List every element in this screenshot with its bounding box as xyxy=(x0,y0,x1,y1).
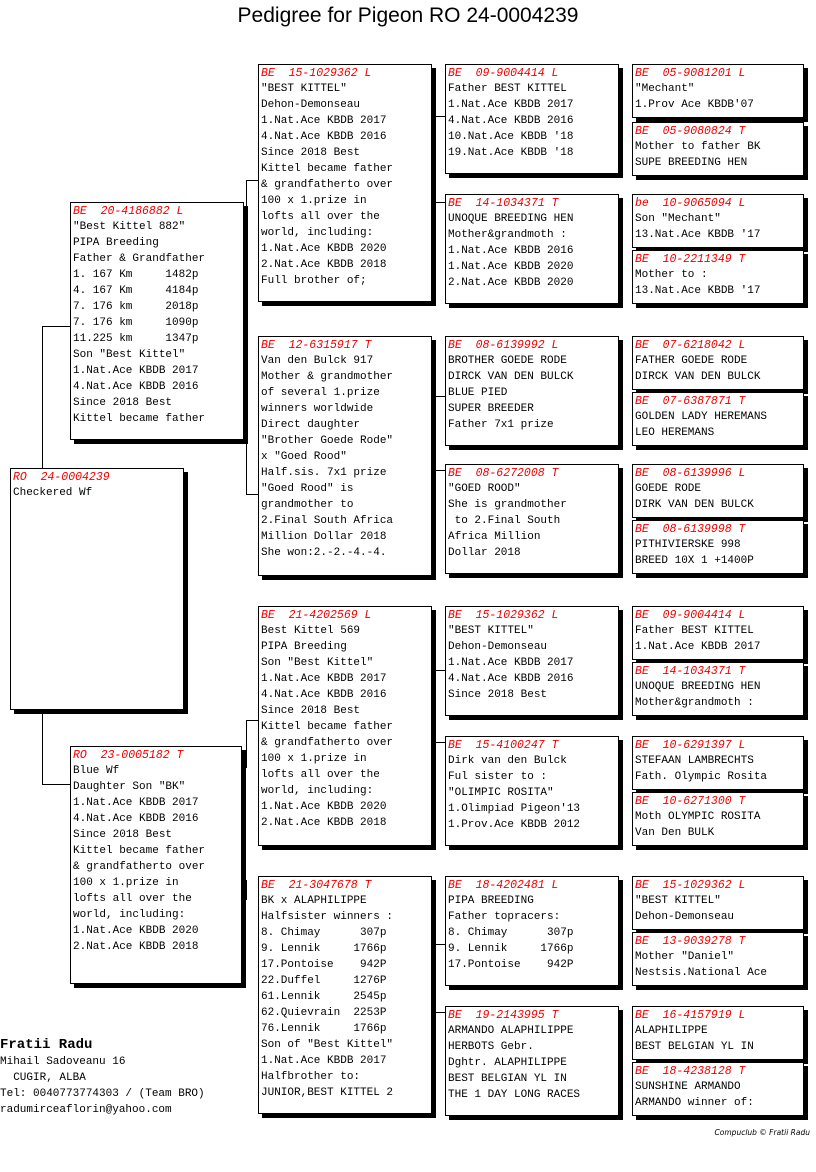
pedigree-note: Fath. Olympic Rosita xyxy=(635,771,768,783)
ring-number: be 10-9065094 L xyxy=(635,197,746,210)
pedigree-note: Father 7x1 prize xyxy=(448,419,554,431)
owner-block xyxy=(0,1036,205,1118)
pedigree-note: 13.Nat.Ace KBDB '17 xyxy=(635,285,761,297)
pedigree-card-g1 xyxy=(632,64,804,118)
pedigree-note: Kittel became father xyxy=(261,721,394,733)
pedigree-note: 4.Nat.Ace KBDB 2016 xyxy=(448,115,574,127)
pedigree-note: 7. 176 km 1090p xyxy=(73,317,199,329)
pedigree-note: Moth OLYMPIC ROSITA xyxy=(635,811,761,823)
pedigree-note: 13.Nat.Ace KBDB '17 xyxy=(635,229,761,241)
connector-line xyxy=(42,326,70,327)
pedigree-note: 4.Nat.Ace KBDB 2016 xyxy=(73,813,199,825)
pedigree-note: ARMANDO ALAPHILIPPE xyxy=(448,1025,574,1037)
pedigree-note: 9. Lennik 1766p xyxy=(261,943,387,955)
pedigree-card-g3 xyxy=(632,194,804,248)
pedigree-note: world, including: xyxy=(73,909,186,921)
pedigree-card-g16 xyxy=(632,1062,804,1116)
pedigree-note: "BEST KITTEL" xyxy=(261,83,347,95)
pedigree-note: Nestsis.National Ace xyxy=(635,967,768,979)
ring-number: BE 10-6271300 T xyxy=(635,795,746,808)
pedigree-note: BEST BELGIAN YL IN xyxy=(635,1041,754,1053)
pedigree-note: "GOED ROOD" xyxy=(448,483,521,495)
pedigree-card-g10 xyxy=(632,662,804,716)
pedigree-note: "Goed Rood" is xyxy=(261,483,354,495)
pedigree-note: HERBOTS Gebr. xyxy=(448,1041,534,1053)
connector-line xyxy=(246,180,258,181)
pedigree-note: 4. 167 Km 4184p xyxy=(73,285,199,297)
ring-number: BE 08-6272008 T xyxy=(448,467,559,480)
ring-number: BE 07-6218042 L xyxy=(635,339,746,352)
pedigree-note: 2.Nat.Ace KBDB 2020 xyxy=(448,277,574,289)
pedigree-note: Since 2018 Best xyxy=(448,689,548,701)
ring-number: BE 14-1034371 T xyxy=(635,665,746,678)
ring-number: BE 05-9081201 L xyxy=(635,67,746,80)
connector-line xyxy=(620,92,621,128)
ring-number: BE 15-1029362 L xyxy=(635,879,746,892)
connector-line xyxy=(433,116,434,202)
pedigree-note: "Mechant" xyxy=(635,83,695,95)
ring-number: BE 09-9004414 L xyxy=(448,67,559,80)
connector-line xyxy=(433,1012,445,1013)
connector-line xyxy=(433,742,445,743)
pedigree-note: PIPA Breeding xyxy=(73,237,159,249)
ring-number: BE 10-2211349 T xyxy=(635,253,746,266)
ring-number: BE 18-4238128 T xyxy=(635,1065,746,1078)
pedigree-note: & grandfatherto over xyxy=(261,179,394,191)
pedigree-note: 10.Nat.Ace KBDB '18 xyxy=(448,131,574,143)
connector-line xyxy=(433,116,445,117)
pedigree-card-ds xyxy=(258,606,432,846)
connector-line xyxy=(246,880,247,900)
pedigree-note: Son of "Best Kittel" xyxy=(261,1039,394,1051)
pedigree-note: Father topracers: xyxy=(448,911,561,923)
pedigree-note: ARMANDO winner of: xyxy=(635,1097,754,1109)
ring-number: BE 08-6139998 T xyxy=(635,523,746,536)
connector-line xyxy=(42,784,70,785)
pedigree-note: Mother "Daniel" xyxy=(635,951,735,963)
pedigree-note: Mother to father BK xyxy=(635,141,761,153)
pedigree-note: Son "Best Kittel" xyxy=(261,657,374,669)
pedigree-note: SUPER BREEDER xyxy=(448,403,534,415)
pedigree-note: 2.Nat.Ace KBDB 2018 xyxy=(261,817,387,829)
ring-number: BE 14-1034371 T xyxy=(448,197,559,210)
pedigree-note: Dirk van den Bulck xyxy=(448,755,567,767)
pedigree-note: She won:2.-2.-4.-4. xyxy=(261,547,387,559)
pedigree-note: 8. Chimay 307p xyxy=(448,927,574,939)
pedigree-note: lofts all over the xyxy=(261,211,380,223)
pedigree-card-sss xyxy=(445,64,619,174)
pedigree-note: 1.Nat.Ace KBDB 2017 xyxy=(448,99,574,111)
pedigree-note: 1. 167 Km 1482p xyxy=(73,269,199,281)
pedigree-note: winners worldwide xyxy=(261,403,374,415)
connector-line xyxy=(433,396,445,397)
pedigree-card-dsd xyxy=(445,736,619,846)
connector-line xyxy=(433,396,434,470)
ring-number: BE 08-6139992 L xyxy=(448,339,559,352)
pedigree-card-sire xyxy=(70,202,244,440)
ring-number: BE 13-9039278 T xyxy=(635,935,746,948)
pedigree-note: grandmother to xyxy=(261,499,354,511)
pedigree-note: Blue Wf xyxy=(73,765,120,777)
connector-line xyxy=(433,944,445,945)
pedigree-note: Kittel became father xyxy=(73,413,206,425)
pedigree-note: Million Dollar 2018 xyxy=(261,531,387,543)
ring-number: BE 18-4202481 L xyxy=(448,879,559,892)
connector-line xyxy=(620,222,621,258)
pedigree-note: 11.225 km 1347p xyxy=(73,333,199,345)
pedigree-note: 1.Nat.Ace KBDB 2017 xyxy=(448,657,574,669)
pedigree-note: 100 x 1.prize in xyxy=(261,753,367,765)
pedigree-note: PIPA BREEDING xyxy=(448,895,534,907)
pedigree-note: 62.Quievrain 2253P xyxy=(261,1007,387,1019)
pedigree-note: Full brother of; xyxy=(261,275,367,287)
pedigree-note: 2.Nat.Ace KBDB 2018 xyxy=(261,259,387,271)
pedigree-card-g13 xyxy=(632,876,804,930)
pedigree-note: 1.Nat.Ace KBDB 2020 xyxy=(73,925,199,937)
pedigree-card-sd xyxy=(258,336,432,576)
pedigree-note: 76.Lennik 1766p xyxy=(261,1023,387,1035)
pedigree-note: UNOQUE BREEDING HEN xyxy=(448,213,574,225)
ring-number: BE 21-3047678 T xyxy=(261,879,372,892)
pedigree-note: 1.Nat.Ace KBDB 2017 xyxy=(635,641,761,653)
pedigree-note: 8. Chimay 307p xyxy=(261,927,387,939)
pedigree-card-sds xyxy=(445,336,619,446)
connector-line xyxy=(42,712,43,784)
ring-number: BE 12-6315917 T xyxy=(261,339,372,352)
pedigree-note: lofts all over the xyxy=(261,769,380,781)
software-credit: Compuclub © Fratii Radu xyxy=(714,1128,810,1137)
pedigree-note: lofts all over the xyxy=(73,893,192,905)
pedigree-note: UNOQUE BREEDING HEN xyxy=(635,681,761,693)
connector-line xyxy=(620,490,621,526)
pedigree-note: of several 1.prize xyxy=(261,387,380,399)
pedigree-note: GOLDEN LADY HEREMANS xyxy=(635,411,768,423)
connector-line xyxy=(620,362,621,398)
connector-line xyxy=(246,442,247,494)
pedigree-note: 4.Nat.Ace KBDB 2016 xyxy=(261,131,387,143)
pedigree-note: 4.Nat.Ace KBDB 2016 xyxy=(73,381,199,393)
owner-address-line: Mihail Sadoveanu 16 xyxy=(0,1056,126,1068)
pedigree-note: THE 1 DAY LONG RACES xyxy=(448,1089,581,1101)
pedigree-note: Mother&grandmoth : xyxy=(635,697,754,709)
pedigree-note: Since 2018 Best xyxy=(261,147,361,159)
pedigree-note: DIRCK VAN DEN BULCK xyxy=(448,371,574,383)
connector-line xyxy=(433,670,434,742)
pedigree-note: LEO HEREMANS xyxy=(635,427,715,439)
owner-name: Fratii Radu xyxy=(0,1037,93,1053)
pedigree-note: 4.Nat.Ace KBDB 2016 xyxy=(448,673,574,685)
pedigree-note: ALAPHILIPPE xyxy=(635,1025,708,1037)
pedigree-note: Ful sister to : xyxy=(448,771,548,783)
pedigree-note: 1.Nat.Ace KBDB 2017 xyxy=(261,1055,387,1067)
ring-number: BE 19-2143995 T xyxy=(448,1009,559,1022)
pedigree-note: 22.Duffel 1276P xyxy=(261,975,387,987)
connector-line xyxy=(246,494,258,495)
pedigree-note: Mother to : xyxy=(635,269,708,281)
pedigree-note: 1.Nat.Ace KBDB 2020 xyxy=(261,801,387,813)
pedigree-note: world, including: xyxy=(261,785,374,797)
connector-line xyxy=(620,904,621,940)
ring-number: BE 08-6139996 L xyxy=(635,467,746,480)
pedigree-note: "Best Kittel 882" xyxy=(73,221,186,233)
pedigree-card-g5 xyxy=(632,336,804,390)
ring-number: RO 24-0004239 xyxy=(13,471,110,484)
pedigree-card-dam xyxy=(70,746,242,984)
pedigree-note: STEFAAN LAMBRECHTS xyxy=(635,755,754,767)
owner-email: radumirceaflorin@yahoo.com xyxy=(0,1104,172,1116)
pedigree-note: JUNIOR,BEST KITTEL 2 xyxy=(261,1087,394,1099)
pedigree-note: Since 2018 Best xyxy=(73,829,173,841)
pedigree-note: 1.Prov Ace KBDB'07 xyxy=(635,99,754,111)
pedigree-note: "BEST KITTEL" xyxy=(635,895,721,907)
pedigree-note: 19.Nat.Ace KBDB '18 xyxy=(448,147,574,159)
ring-number: RO 23-0005182 T xyxy=(73,749,184,762)
pedigree-card-g4 xyxy=(632,250,804,304)
pedigree-card-subject xyxy=(10,468,184,710)
pedigree-note: 1.Nat.Ace KBDB 2020 xyxy=(448,261,574,273)
pedigree-note: 9. Lennik 1766p xyxy=(448,943,574,955)
page-title: Pedigree for Pigeon RO 24-0004239 xyxy=(237,4,579,27)
ring-number: BE 09-9004414 L xyxy=(635,609,746,622)
pedigree-note: Dollar 2018 xyxy=(448,547,521,559)
pedigree-note: BEST BELGIAN YL IN xyxy=(448,1073,567,1085)
pedigree-note: Dehon-Demonseau xyxy=(448,641,548,653)
ring-number: BE 15-1029362 L xyxy=(448,609,559,622)
pedigree-note: 2.Nat.Ace KBDB 2018 xyxy=(73,941,199,953)
pedigree-note: DIRK VAN DEN BULCK xyxy=(635,499,754,511)
ring-number: BE 20-4186882 L xyxy=(73,205,184,218)
pedigree-card-g7 xyxy=(632,464,804,518)
pedigree-note: Father & Grandfather xyxy=(73,253,206,265)
pedigree-note: Checkered Wf xyxy=(13,487,93,499)
pedigree-note: GOEDE RODE xyxy=(635,483,702,495)
pedigree-note: 17.Pontoise 942P xyxy=(448,959,574,971)
pedigree-note: 100 x 1.prize in xyxy=(73,877,179,889)
pedigree-note: 1.Nat.Ace KBDB 2020 xyxy=(261,243,387,255)
pedigree-note: SUNSHINE ARMANDO xyxy=(635,1081,741,1093)
ring-number: BE 21-4202569 L xyxy=(261,609,372,622)
pedigree-note: 1.Nat.Ace KBDB 2017 xyxy=(73,797,199,809)
pedigree-note: Direct daughter xyxy=(261,419,361,431)
pedigree-note: Kittel became father xyxy=(261,163,394,175)
pedigree-note: PIPA Breeding xyxy=(261,641,347,653)
pedigree-note: Since 2018 Best xyxy=(73,397,173,409)
pedigree-note: "Brother Goede Rode" xyxy=(261,435,394,447)
pedigree-note: "OLIMPIC ROSITA" xyxy=(448,787,554,799)
pedigree-note: Father BEST KITTEL xyxy=(448,83,567,95)
pedigree-note: Since 2018 Best xyxy=(261,705,361,717)
pedigree-note: Daughter Son "BK" xyxy=(73,781,186,793)
pedigree-card-ss xyxy=(258,64,432,302)
connector-line xyxy=(620,634,621,670)
connector-line xyxy=(246,180,247,290)
pedigree-card-g12 xyxy=(632,792,804,846)
pedigree-note: 1.Nat.Ace KBDB 2017 xyxy=(261,115,387,127)
pedigree-note: "BEST KITTEL" xyxy=(448,625,534,637)
pedigree-card-ssd xyxy=(445,194,619,304)
pedigree-note: Father BEST KITTEL xyxy=(635,625,754,637)
pedigree-note: Kittel became father xyxy=(73,845,206,857)
ring-number: BE 16-4157919 L xyxy=(635,1009,746,1022)
pedigree-note: BROTHER GOEDE RODE xyxy=(448,355,567,367)
pedigree-note: Son "Mechant" xyxy=(635,213,721,225)
pedigree-card-g8 xyxy=(632,520,804,574)
pedigree-note: PITHIVIERSKE 998 xyxy=(635,539,741,551)
connector-line xyxy=(620,1034,621,1070)
pedigree-card-dd xyxy=(258,876,432,1114)
pedigree-note: Son "Best Kittel" xyxy=(73,349,186,361)
pedigree-note: SUPE BREEDING HEN xyxy=(635,157,748,169)
connector-line xyxy=(246,720,258,721)
pedigree-note: Halfsister winners : xyxy=(261,911,394,923)
pedigree-note: She is grandmother xyxy=(448,499,567,511)
connector-line xyxy=(433,670,445,671)
pedigree-note: 100 x 1.prize in xyxy=(261,195,367,207)
pedigree-note: BLUE PIED xyxy=(448,387,508,399)
pedigree-card-sdd xyxy=(445,464,619,574)
ring-number: BE 15-1029362 L xyxy=(261,67,372,80)
pedigree-note: 1.Olimpiad Pigeon'13 xyxy=(448,803,581,815)
pedigree-note: Dehon-Demonseau xyxy=(635,911,735,923)
pedigree-note: world, including: xyxy=(261,227,374,239)
pedigree-note: Mother & grandmother xyxy=(261,371,394,383)
ring-number: BE 15-4100247 T xyxy=(448,739,559,752)
connector-line xyxy=(433,944,434,1012)
pedigree-note: Mother&grandmoth : xyxy=(448,229,567,241)
pedigree-card-dds xyxy=(445,876,619,986)
pedigree-note: Dehon-Demonseau xyxy=(261,99,361,111)
pedigree-note: Van Den BULK xyxy=(635,827,715,839)
pedigree-note: 7. 176 km 2018p xyxy=(73,301,199,313)
pedigree-note: 1.Prov.Ace KBDB 2012 xyxy=(448,819,581,831)
pedigree-note: 17.Pontoise 942P xyxy=(261,959,387,971)
pedigree-note: Best Kittel 569 xyxy=(261,625,361,637)
pedigree-note: 61.Lennik 2545p xyxy=(261,991,387,1003)
pedigree-note: FATHER GOEDE RODE xyxy=(635,355,748,367)
pedigree-note: to 2.Final South xyxy=(448,515,561,527)
pedigree-card-g14 xyxy=(632,932,804,986)
pedigree-note: Dghtr. ALAPHILIPPE xyxy=(448,1057,567,1069)
ring-number: BE 07-6387871 T xyxy=(635,395,746,408)
pedigree-note: & grandfatherto over xyxy=(261,737,394,749)
pedigree-note: DIRCK VAN DEN BULCK xyxy=(635,371,761,383)
pedigree-note: 2.Final South Africa xyxy=(261,515,394,527)
pedigree-note: Africa Million xyxy=(448,531,541,543)
pedigree-note: BREED 10X 1 +1400P xyxy=(635,555,754,567)
pedigree-card-g15 xyxy=(632,1006,804,1060)
connector-line xyxy=(42,326,43,468)
ring-number: BE 10-6291397 L xyxy=(635,739,746,752)
pedigree-card-g6 xyxy=(632,392,804,446)
pedigree-note: BK x ALAPHILIPPE xyxy=(261,895,367,907)
pedigree-note: x "Goed Rood" xyxy=(261,451,347,463)
pedigree-note: Half.sis. 7x1 prize xyxy=(261,467,387,479)
pedigree-card-g2 xyxy=(632,122,804,176)
connector-line xyxy=(246,720,247,768)
pedigree-note: & grandfatherto over xyxy=(73,861,206,873)
connector-line xyxy=(620,762,621,798)
pedigree-card-g11 xyxy=(632,736,804,790)
connector-line xyxy=(433,202,445,203)
pedigree-note: 1.Nat.Ace KBDB 2017 xyxy=(261,673,387,685)
pedigree-note: Halfbrother to: xyxy=(261,1071,361,1083)
pedigree-note: 1.Nat.Ace KBDB 2016 xyxy=(448,245,574,257)
pedigree-card-g9 xyxy=(632,606,804,660)
pedigree-card-ddd xyxy=(445,1006,619,1116)
ring-number: BE 05-9080824 T xyxy=(635,125,746,138)
owner-address-line: CUGIR, ALBA xyxy=(0,1072,86,1084)
pedigree-note: 1.Nat.Ace KBDB 2017 xyxy=(73,365,199,377)
pedigree-note: Van den Bulck 917 xyxy=(261,355,374,367)
connector-line xyxy=(433,470,445,471)
pedigree-card-dss xyxy=(445,606,619,716)
pedigree-note: 4.Nat.Ace KBDB 2016 xyxy=(261,689,387,701)
owner-phone: Tel: 0040773774303 / (Team BRO) xyxy=(0,1088,205,1100)
